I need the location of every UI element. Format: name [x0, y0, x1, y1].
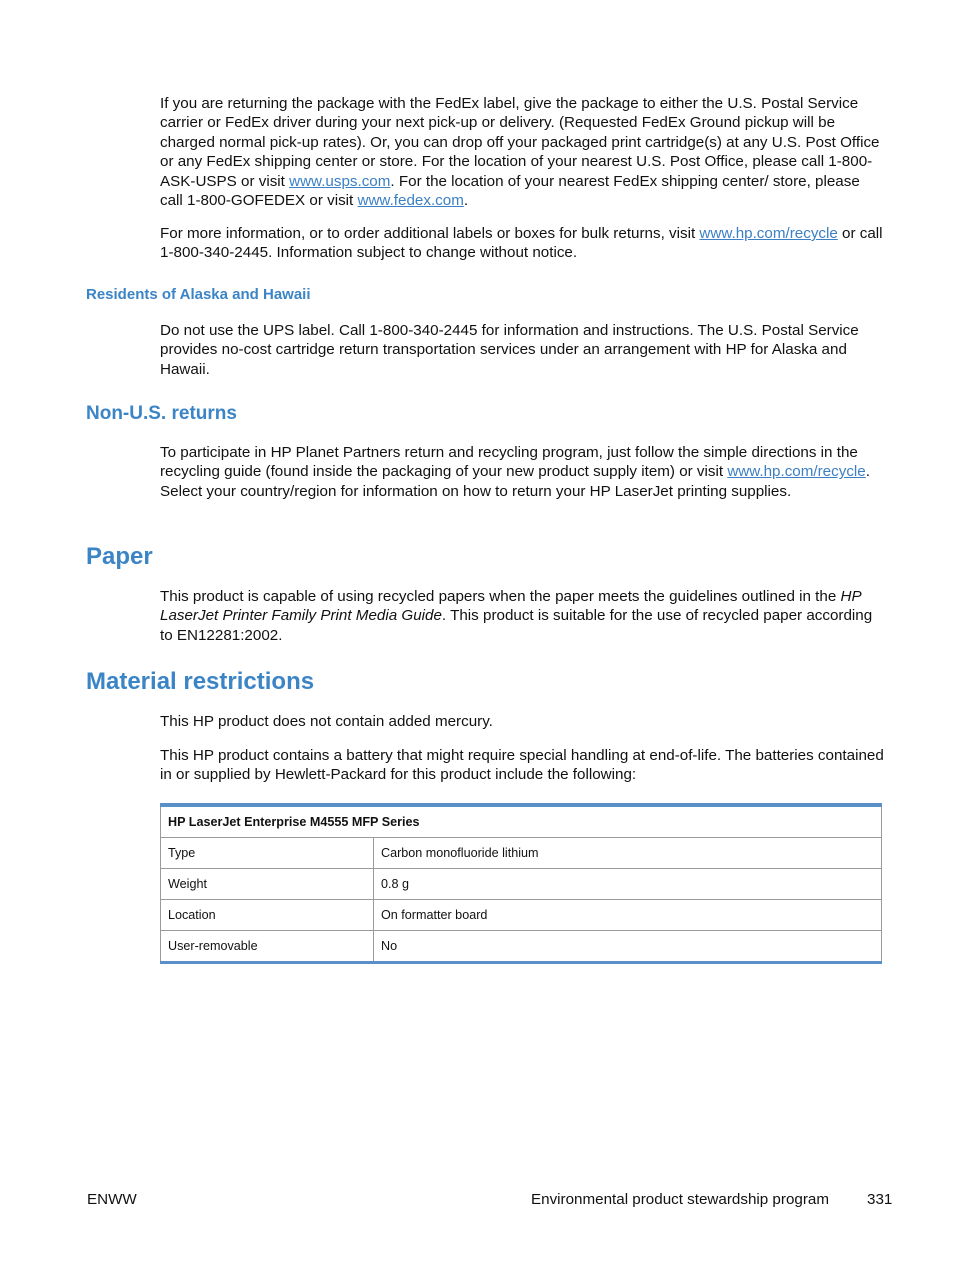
table-cell-key: Location — [161, 900, 374, 931]
paper-paragraph — [160, 587, 884, 645]
hp-recycle-link[interactable]: www.hp.com/recycle — [727, 463, 866, 481]
table-cell-value: 0.8 g — [374, 869, 882, 900]
more-info-paragraph — [160, 224, 884, 263]
fedex-return-paragraph — [160, 94, 884, 210]
table-row — [161, 900, 882, 931]
battery-table — [160, 803, 882, 964]
usps-link[interactable]: www.usps.com — [289, 172, 391, 190]
table-cell-value: On formatter board — [374, 900, 882, 931]
paragraph-text: . Select your country/region for information on how to return your HP LaserJet printing supplies. — [160, 463, 870, 500]
footer-section-title: Environmental product stewardship program — [531, 1191, 829, 1208]
table-row — [161, 838, 882, 869]
table-row — [161, 931, 882, 963]
non-us-returns-heading: Non-U.S. returns — [86, 403, 237, 424]
hp-recycle-link[interactable]: www.hp.com/recycle — [699, 225, 838, 242]
table-cell-key: Type — [161, 838, 374, 869]
footer-left-label: ENWW — [87, 1191, 137, 1208]
fedex-link[interactable]: www.fedex.com — [357, 192, 464, 210]
paragraph-text: This product is capable of using recycled papers when the paper meets the guidelines outlined in the — [160, 588, 841, 605]
table-cell-value: No — [374, 931, 882, 963]
table-header-row — [161, 805, 882, 838]
media-guide-title: HP LaserJet Printer Family Print Media Guide — [160, 588, 862, 625]
paragraph-text: To participate in HP Planet Partners return and recycling program, just follow the simple directions in the recycling guide (found inside the packaging of your new product supply item) or visit — [160, 444, 858, 481]
paragraph-text: If you are returning the package with the FedEx label, give the package to either the U.S. Postal Service carrier or FedEx driver during your next pick-up or delivery. (Requested FedEx Ground pickup will be charged normal pick-up rates). Or, you can drop off your packaged print cartridge(s) at any U.S. Post Office or any FedEx shipping center or store. For the location of your nearest U.S. Post Office, please call 1-800-ASK-USPS or visit — [160, 95, 880, 190]
alaska-hawaii-paragraph: Do not use the UPS label. Call 1-800-340-2445 for information and instructions. The U.S. Postal Service provides no-cost cartridge return transportation services under an arrangement with HP for Alaska and Hawaii. — [160, 322, 859, 378]
paragraph-text: . This product is suitable for the use of recycled paper according to EN12281:2002. — [160, 607, 873, 644]
battery-paragraph: This HP product contains a battery that might require special handling at end-of-life. The batteries contained in or supplied by Hewlett-Packard for this product include the following: — [160, 747, 884, 784]
non-us-returns-paragraph — [160, 443, 884, 501]
table-row — [161, 869, 882, 900]
paragraph-text: For more information, or to order additional labels or boxes for bulk returns, visit — [160, 225, 700, 242]
alaska-hawaii-heading: Residents of Alaska and Hawaii — [86, 286, 311, 303]
table-cell-key: User-removable — [161, 931, 374, 963]
footer-page-number: 331 — [867, 1191, 893, 1208]
paragraph-text: or call 1-800-340-2445. Information subject to change without notice. — [160, 225, 883, 262]
paragraph-text: . — [463, 192, 469, 210]
material-restrictions-heading: Material restrictions — [86, 668, 315, 695]
table-header: HP LaserJet Enterprise M4555 MFP Series — [161, 805, 882, 838]
mercury-paragraph: This HP product does not contain added mercury. — [160, 713, 493, 730]
table-cell-key: Weight — [161, 869, 374, 900]
paragraph-text: . For the location of your nearest FedEx shipping center/ store, please call 1-800-GOFEDEX or visit — [160, 172, 860, 210]
paper-heading: Paper — [86, 543, 153, 570]
table-cell-value: Carbon monofluoride lithium — [374, 838, 882, 869]
